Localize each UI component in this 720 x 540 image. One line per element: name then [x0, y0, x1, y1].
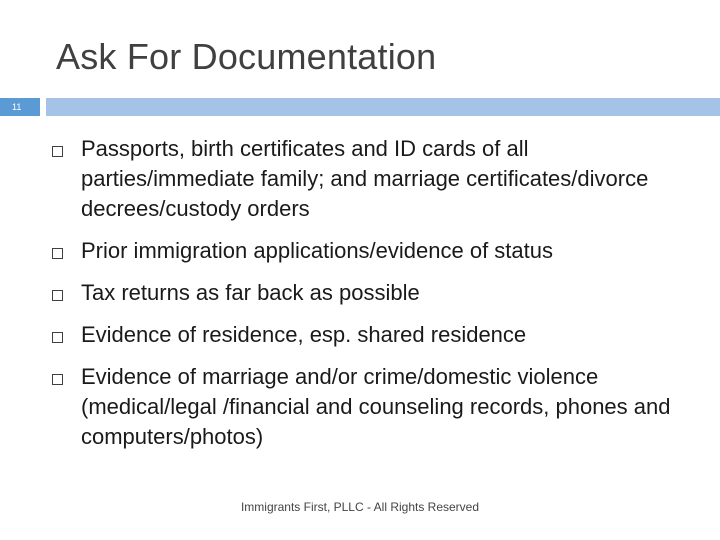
square-bullet-icon — [52, 374, 63, 385]
slide-title: Ask For Documentation — [56, 36, 437, 77]
bullet-list — [52, 134, 692, 464]
slide-footer: Immigrants First, PLLC - All Rights Reserved — [240, 500, 480, 514]
bullet-item — [52, 320, 692, 350]
bullet-item — [52, 278, 692, 308]
square-bullet-icon — [52, 248, 63, 259]
bullet-item — [52, 236, 692, 266]
accent-bar-right — [46, 98, 720, 116]
bullet-text: Prior immigration applications/evidence of status — [81, 238, 554, 263]
bullet-item — [52, 134, 692, 224]
square-bullet-icon — [52, 290, 63, 301]
square-bullet-icon — [52, 332, 63, 343]
bullet-item — [52, 362, 692, 452]
bullet-text: Evidence of marriage and/or crime/domestic violence (medical/legal /financial and counseling records, phones and computers/photos) — [81, 364, 671, 449]
square-bullet-icon — [52, 146, 63, 157]
bullet-text: Tax returns as far back as possible — [81, 280, 420, 305]
slide-number: 11 — [12, 102, 22, 112]
bullet-text: Evidence of residence, esp. shared residence — [81, 322, 527, 347]
bullet-text: Passports, birth certificates and ID cards of all parties/immediate family; and marriage certificates/divorce decrees/custody orders — [81, 136, 649, 221]
